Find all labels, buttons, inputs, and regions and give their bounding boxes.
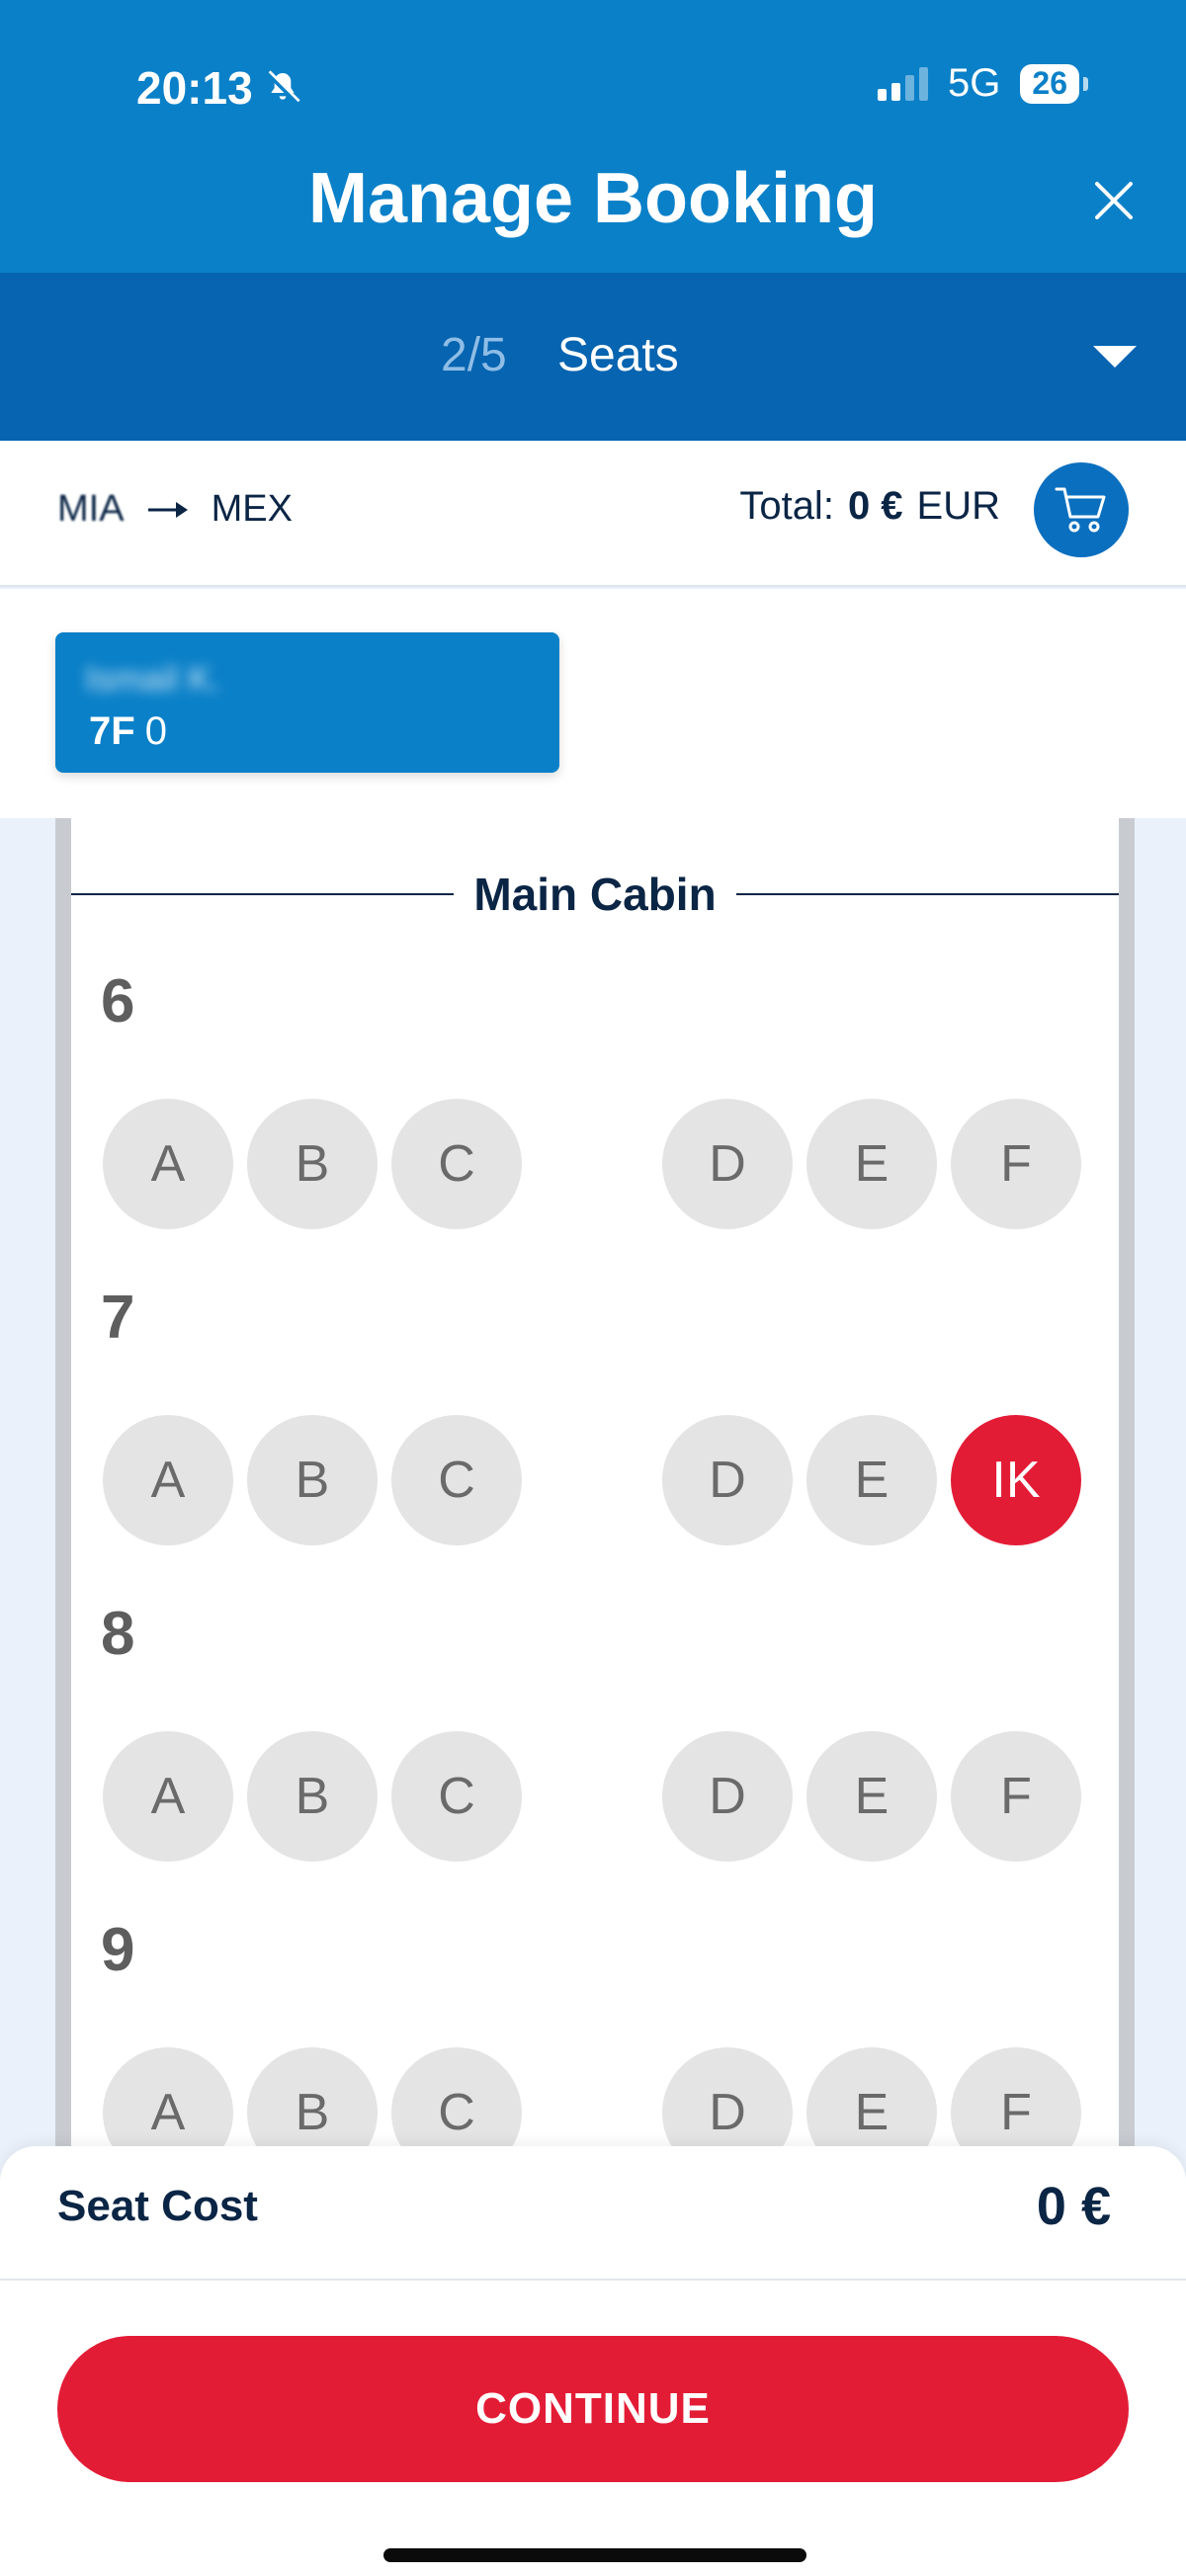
seat-9a[interactable]: A: [103, 2047, 233, 2178]
seat-6e[interactable]: E: [806, 1099, 937, 1229]
route: [57, 488, 293, 531]
cart-icon: [1055, 485, 1108, 535]
route-summary: [0, 441, 1186, 587]
cabin-title-text: Main Cabin: [473, 869, 717, 920]
row-label: 9: [101, 1916, 135, 1984]
passenger-name: Ismail K.: [85, 658, 222, 699]
seat-9d[interactable]: D: [662, 2047, 793, 2178]
seat-8a[interactable]: A: [103, 1731, 233, 1862]
seat-7b[interactable]: B: [247, 1415, 378, 1545]
seat-6c[interactable]: C: [391, 1099, 522, 1229]
status-time-text: 20:13: [136, 62, 253, 114]
total-label: Total:: [739, 484, 834, 528]
divider: [0, 2279, 1186, 2281]
seat-7c[interactable]: C: [391, 1415, 522, 1545]
passenger-seat: [89, 709, 167, 754]
seat-8f[interactable]: F: [951, 1731, 1081, 1862]
total-currency: EUR: [916, 484, 1000, 528]
seat-map: [55, 818, 1135, 2202]
arrow-right-icon: [146, 498, 190, 522]
seat-9b[interactable]: B: [247, 2047, 378, 2178]
seat-9c[interactable]: C: [391, 2047, 522, 2178]
seat-6d[interactable]: D: [662, 1099, 793, 1229]
route-origin: MIA: [57, 488, 125, 530]
seat-8d[interactable]: D: [662, 1731, 793, 1862]
seat-9e[interactable]: E: [806, 2047, 937, 2178]
cart-button[interactable]: [1034, 462, 1129, 557]
route-destination: MEX: [211, 488, 293, 530]
silent-bell-icon: [263, 68, 302, 108]
battery-level: 26: [1032, 65, 1067, 101]
checkout-panel: [0, 2146, 1186, 2576]
seat-6f[interactable]: F: [951, 1099, 1081, 1229]
seat-7e[interactable]: E: [806, 1415, 937, 1545]
seat-6b[interactable]: B: [247, 1099, 378, 1229]
seat-9f[interactable]: F: [951, 2047, 1081, 2178]
seat-6a[interactable]: A: [103, 1099, 233, 1229]
total-amount: 0 €: [847, 484, 903, 528]
status-bar-indicators: [878, 61, 1079, 106]
passenger-seat-price: 0: [144, 709, 167, 753]
network-label: 5G: [948, 61, 1001, 105]
app-header: [0, 0, 1186, 273]
step-selector[interactable]: [0, 273, 1186, 441]
signal-icon: [878, 67, 928, 101]
seat-7a[interactable]: A: [103, 1415, 233, 1545]
row-label: 7: [101, 1284, 135, 1352]
step-label: Seats: [557, 329, 679, 381]
passenger-seat-number: 7F: [89, 709, 135, 753]
status-bar-time: [136, 61, 302, 115]
seat-7f-selected[interactable]: IK: [951, 1415, 1081, 1545]
home-indicator: [383, 2548, 806, 2562]
seat-cost-label: Seat Cost: [57, 2182, 258, 2230]
seat-8c[interactable]: C: [391, 1731, 522, 1862]
cabin-title: [71, 868, 1119, 921]
row-label: 6: [101, 967, 135, 1036]
row-label: 8: [101, 1600, 135, 1668]
battery-icon: [1020, 64, 1079, 104]
step-number: 2/5: [441, 329, 507, 381]
continue-button[interactable]: CONTINUE: [57, 2336, 1129, 2482]
seat-7d[interactable]: D: [662, 1415, 793, 1545]
page-title: Manage Booking: [307, 159, 879, 238]
close-icon[interactable]: [1089, 176, 1139, 225]
seat-8e[interactable]: E: [806, 1731, 937, 1862]
caret-down-icon[interactable]: [1093, 346, 1137, 368]
seat-8b[interactable]: B: [247, 1731, 378, 1862]
passenger-bar: [0, 589, 1186, 818]
seat-cost-value: 0 €: [1036, 2177, 1111, 2236]
passenger-card[interactable]: [55, 632, 559, 773]
total-price: [739, 484, 1000, 529]
